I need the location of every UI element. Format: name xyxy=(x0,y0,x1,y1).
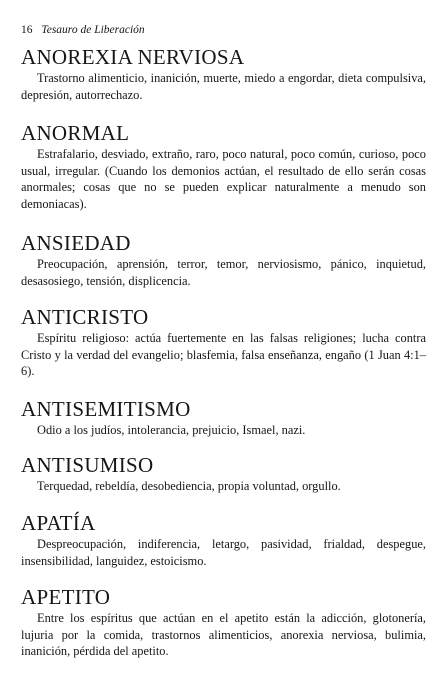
entry-definition: Preocupación, aprensión, terror, temor, nerviosismo, pánico, inquietud, desasosiego, tensión, displicencia. xyxy=(21,257,426,288)
entry-headword: ANTISEMITISMO xyxy=(21,397,191,421)
entry-ansiedad xyxy=(21,232,426,289)
entry-headword: ANTISUMISO xyxy=(21,453,154,477)
entry-apetito xyxy=(21,586,426,660)
entry-definition: Odio a los judíos, intolerancia, prejuicio, Ismael, nazi. xyxy=(37,423,306,437)
entry-definition: Despreocupación, indiferencia, letargo, pasividad, frialdad, despegue, insensibilidad, languidez, estoicismo. xyxy=(21,537,426,568)
entry-anormal xyxy=(21,122,426,212)
entry-headword: ANSIEDAD xyxy=(21,231,131,255)
entry-anorexia-nerviosa xyxy=(21,46,426,103)
book-title: Tesauro de Liberación xyxy=(41,24,145,36)
entry-antisemitismo xyxy=(21,398,426,439)
entry-antisumiso xyxy=(21,454,426,495)
entry-definition: Espíritu religioso: actúa fuertemente en las falsas religiones; lucha contra Cristo y la verdad del evangelio; blasfemia, falsa enseñanza, engaño (1 Juan 4:1–6). xyxy=(21,331,426,378)
entry-definition: Trastorno alimenticio, inanición, muerte, miedo a engordar, dieta compulsiva, depresión, autorrechazo. xyxy=(21,71,426,102)
entry-apatia xyxy=(21,512,426,569)
entry-anticristo xyxy=(21,306,426,380)
entry-headword: APATÍA xyxy=(21,511,96,535)
page-number: 16 xyxy=(21,24,33,36)
entry-definition: Estrafalario, desviado, extraño, raro, poco natural, poco común, curioso, poco usual, irregular. (Cuando los demonios actúan, el resultado de ello serán cosas anormales; cosas que no se pueden explicar naturalmente a menudo son demoniacas). xyxy=(21,147,426,211)
running-head xyxy=(21,23,145,37)
entry-headword: APETITO xyxy=(21,585,111,609)
entry-headword: ANORMAL xyxy=(21,121,130,145)
entry-definition: Terquedad, rebeldía, desobediencia, propia voluntad, orgullo. xyxy=(37,479,341,493)
entry-headword: ANTICRISTO xyxy=(21,305,149,329)
entry-definition: Entre los espíritus que actúan en el apetito están la adicción, glotonería, lujuria por la comida, trastornos alimenticios, anorexia nerviosa, bulimia, inanición, pérdida del apetito. xyxy=(21,611,426,658)
entry-headword: ANOREXIA NERVIOSA xyxy=(21,45,245,69)
